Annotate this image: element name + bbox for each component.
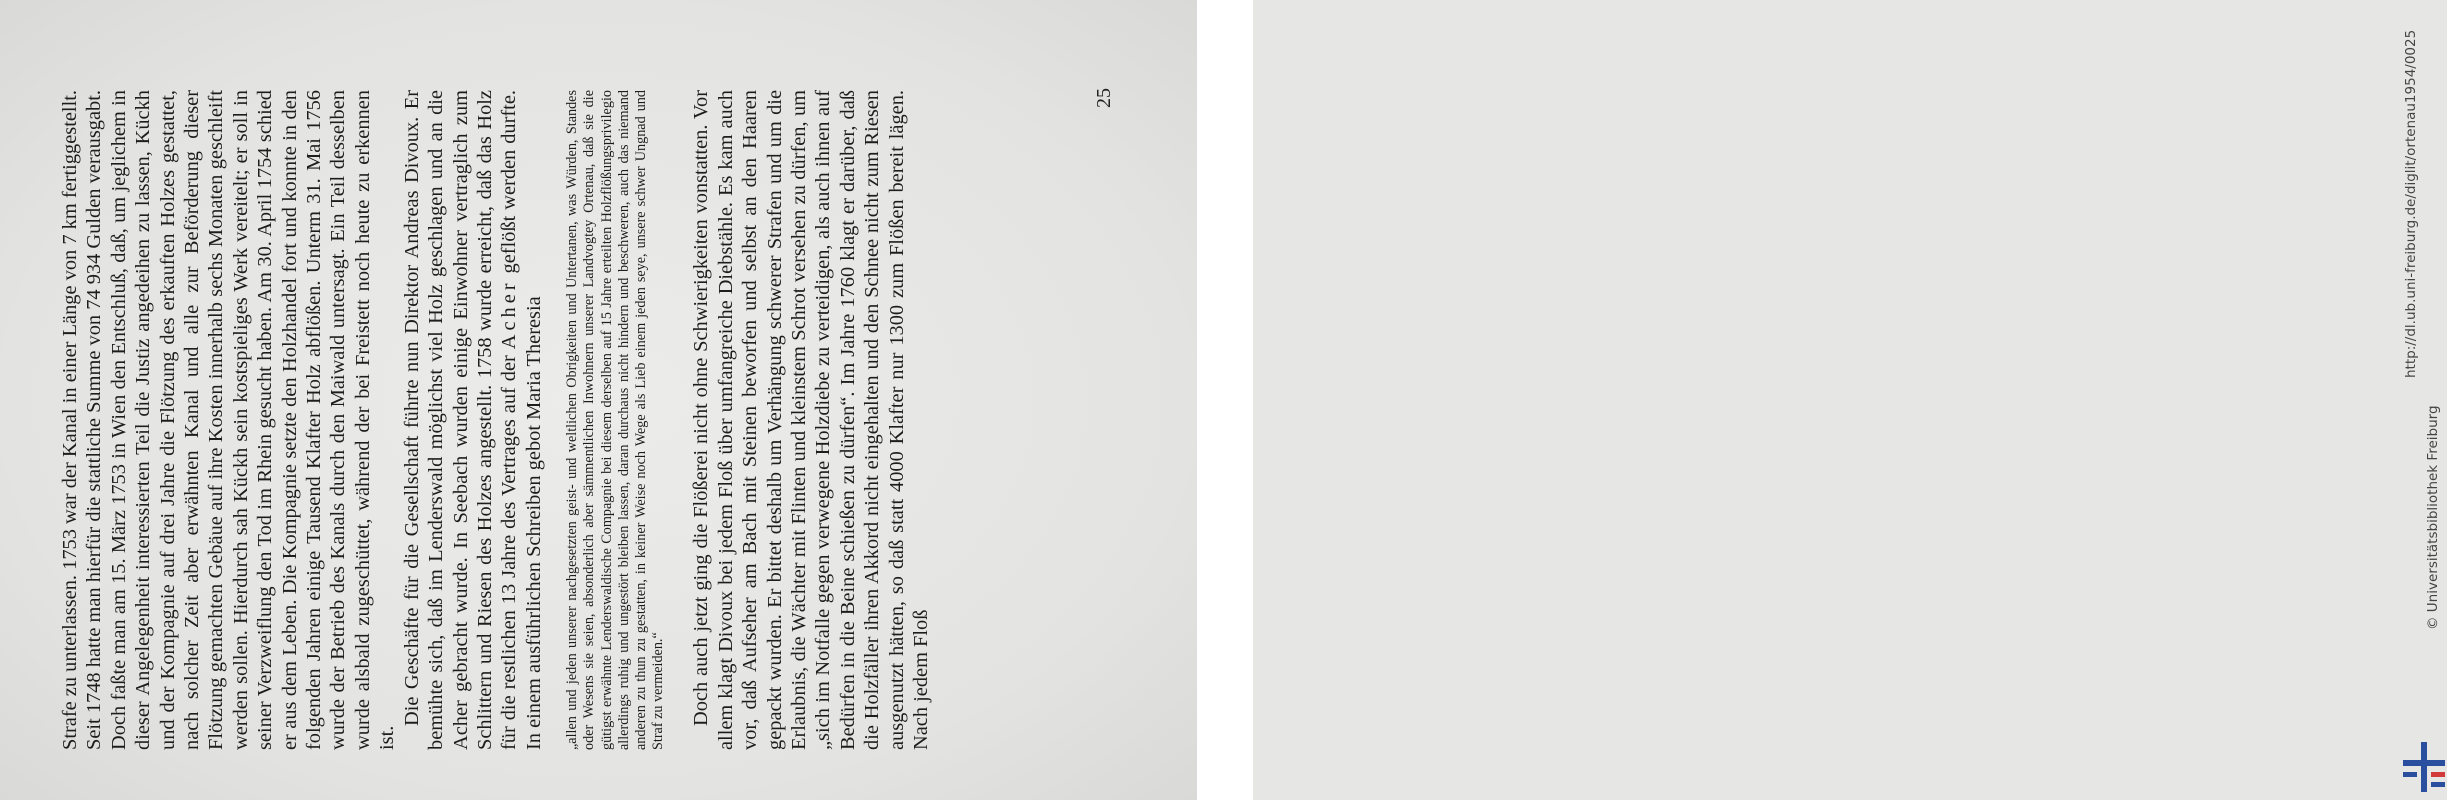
page-number: 25 bbox=[1093, 88, 1115, 108]
paragraph-2-start: Die Geschäfte für die Gesellschaft führte nun Direktor Andreas Divoux. Er bemühte sich, daß im Lenderswald möglichst viel Holz geschlagen und an die Acher gebracht wurde. In Seebach wurden einige Einwohner vertraglich zum Schlittern und Riesen des Holzes angestellt. 1758 wurde erreicht, daß das Holz für die restlichen 13 Jahre des Vertrages auf der bbox=[400, 90, 521, 750]
paragraph-2 bbox=[400, 90, 546, 750]
scanned-page bbox=[0, 0, 1197, 800]
sidebar bbox=[1197, 0, 2441, 800]
paragraph-3: Doch auch jetzt ging die Flößerei nicht ohne Schwierigkeiten vonstatten. Vor allem klagt Divoux bei jedem Floß über umfangreiche Diebstähle. Es kam auch vor, daß Aufseher am Bach mit Steinen beworfen und selbst an den Haaren gepackt wurden. Er bittet deshalb um Verhängung schwerer Strafen und um die Erlaubnis, die Wächter mit Flinten und kleinstem Schrot versehen zu dürfen, um „sich im Notfalle gegen verwegene Holzdiebe zu verteidigen, als auch ihnen auf Bedürfen in die Beine schießen zu dürfen“. Im Jahre 1760 klagt er darüber, daß die Holzfäller ihren Akkord nicht eingehalten und den Schnee nicht zum Riesen ausgenutzt hätten, so daß statt 4000 Klafter nur 1300 zum Flößen bereit lägen. Nach jedem Floß bbox=[690, 90, 932, 750]
paragraph-2-river: Acher bbox=[498, 279, 521, 350]
paragraph-2-end: geflößt werden durfte. In einem ausführlichen Schreiben gebot Maria Theresia bbox=[498, 90, 545, 750]
source-url-link[interactable]: http://dl.ub.uni-freiburg.de/diglit/ortenau1954/0025 bbox=[2403, 29, 2419, 378]
paragraph-1: Strafe zu unterlassen. 1753 war der Kanal in einer Länge von 7 km fertiggestellt. Seit 1748 hatte man hierfür die stattliche Summe von 74 934 Gulden verausgabt. Doch faßte man am 15. März 1753 in Wien den Entschluß, daß, um jeglichem in dieser Angelegenheit interessierten Teil die Justiz angedeihen zu lassen, Kückh und der Kompagnie auf drei Jahre die Flötzung des erkauften Holzes gestattet, nach solcher Zeit aber erwähnten Kanal und alle zur Beförderung dieser Flötzung gemachten Gebäue auf ihre Kosten innerhalb sechs Monaten geschleift werden sollen. Hierdurch sah Kückh sein kostspieliges Werk vereitelt; er soll in seiner Verzweiflung den Tod im Rhein gesucht haben. Am 30. April 1754 schied er aus dem Leben. Die Kompagnie setzte den Holzhandel fort und konnte in den folgenden Jahren einige Tausend Klafter Holz abflößen. Unterm 31. Mai 1756 wurde der Betrieb des Kanals durch den Maiwald untersagt. Ein Teil desselben wurde alsbald zugeschüttet, während der bei Freistett noch heute zu erkennen ist. bbox=[59, 90, 399, 750]
copyright-text: © Universitätsbibliothek Freiburg bbox=[2425, 405, 2441, 630]
page-text-block bbox=[58, 90, 1138, 750]
ub-freiburg-logo-icon bbox=[2401, 742, 2447, 792]
quotation-block: „allen und jeden unserer nachgesetzten geist- und weltlichen Obrigkeiten und Untertanen, was Würden, Standes oder Wesens sie seien, absonderlich aber sämmentlichen Inwohnern unserer Landvogtey Ortenau, daß sie die gütigst erwähnte Lenderswaldische Compagnie bei diesem derselben auf 15 Jahre erteilten Holzflößungsprivilegio allerdings ruhig und ungestört bleiben lassen, daran durchaus nicht hindern und beschweren, auch das niemand anderen zu thun zu gestatten, in keiner Weise noch Wege als Lieb einem jeden seye, unsere schwer Ungnad und Straf zu vermeiden.“ bbox=[564, 90, 667, 750]
